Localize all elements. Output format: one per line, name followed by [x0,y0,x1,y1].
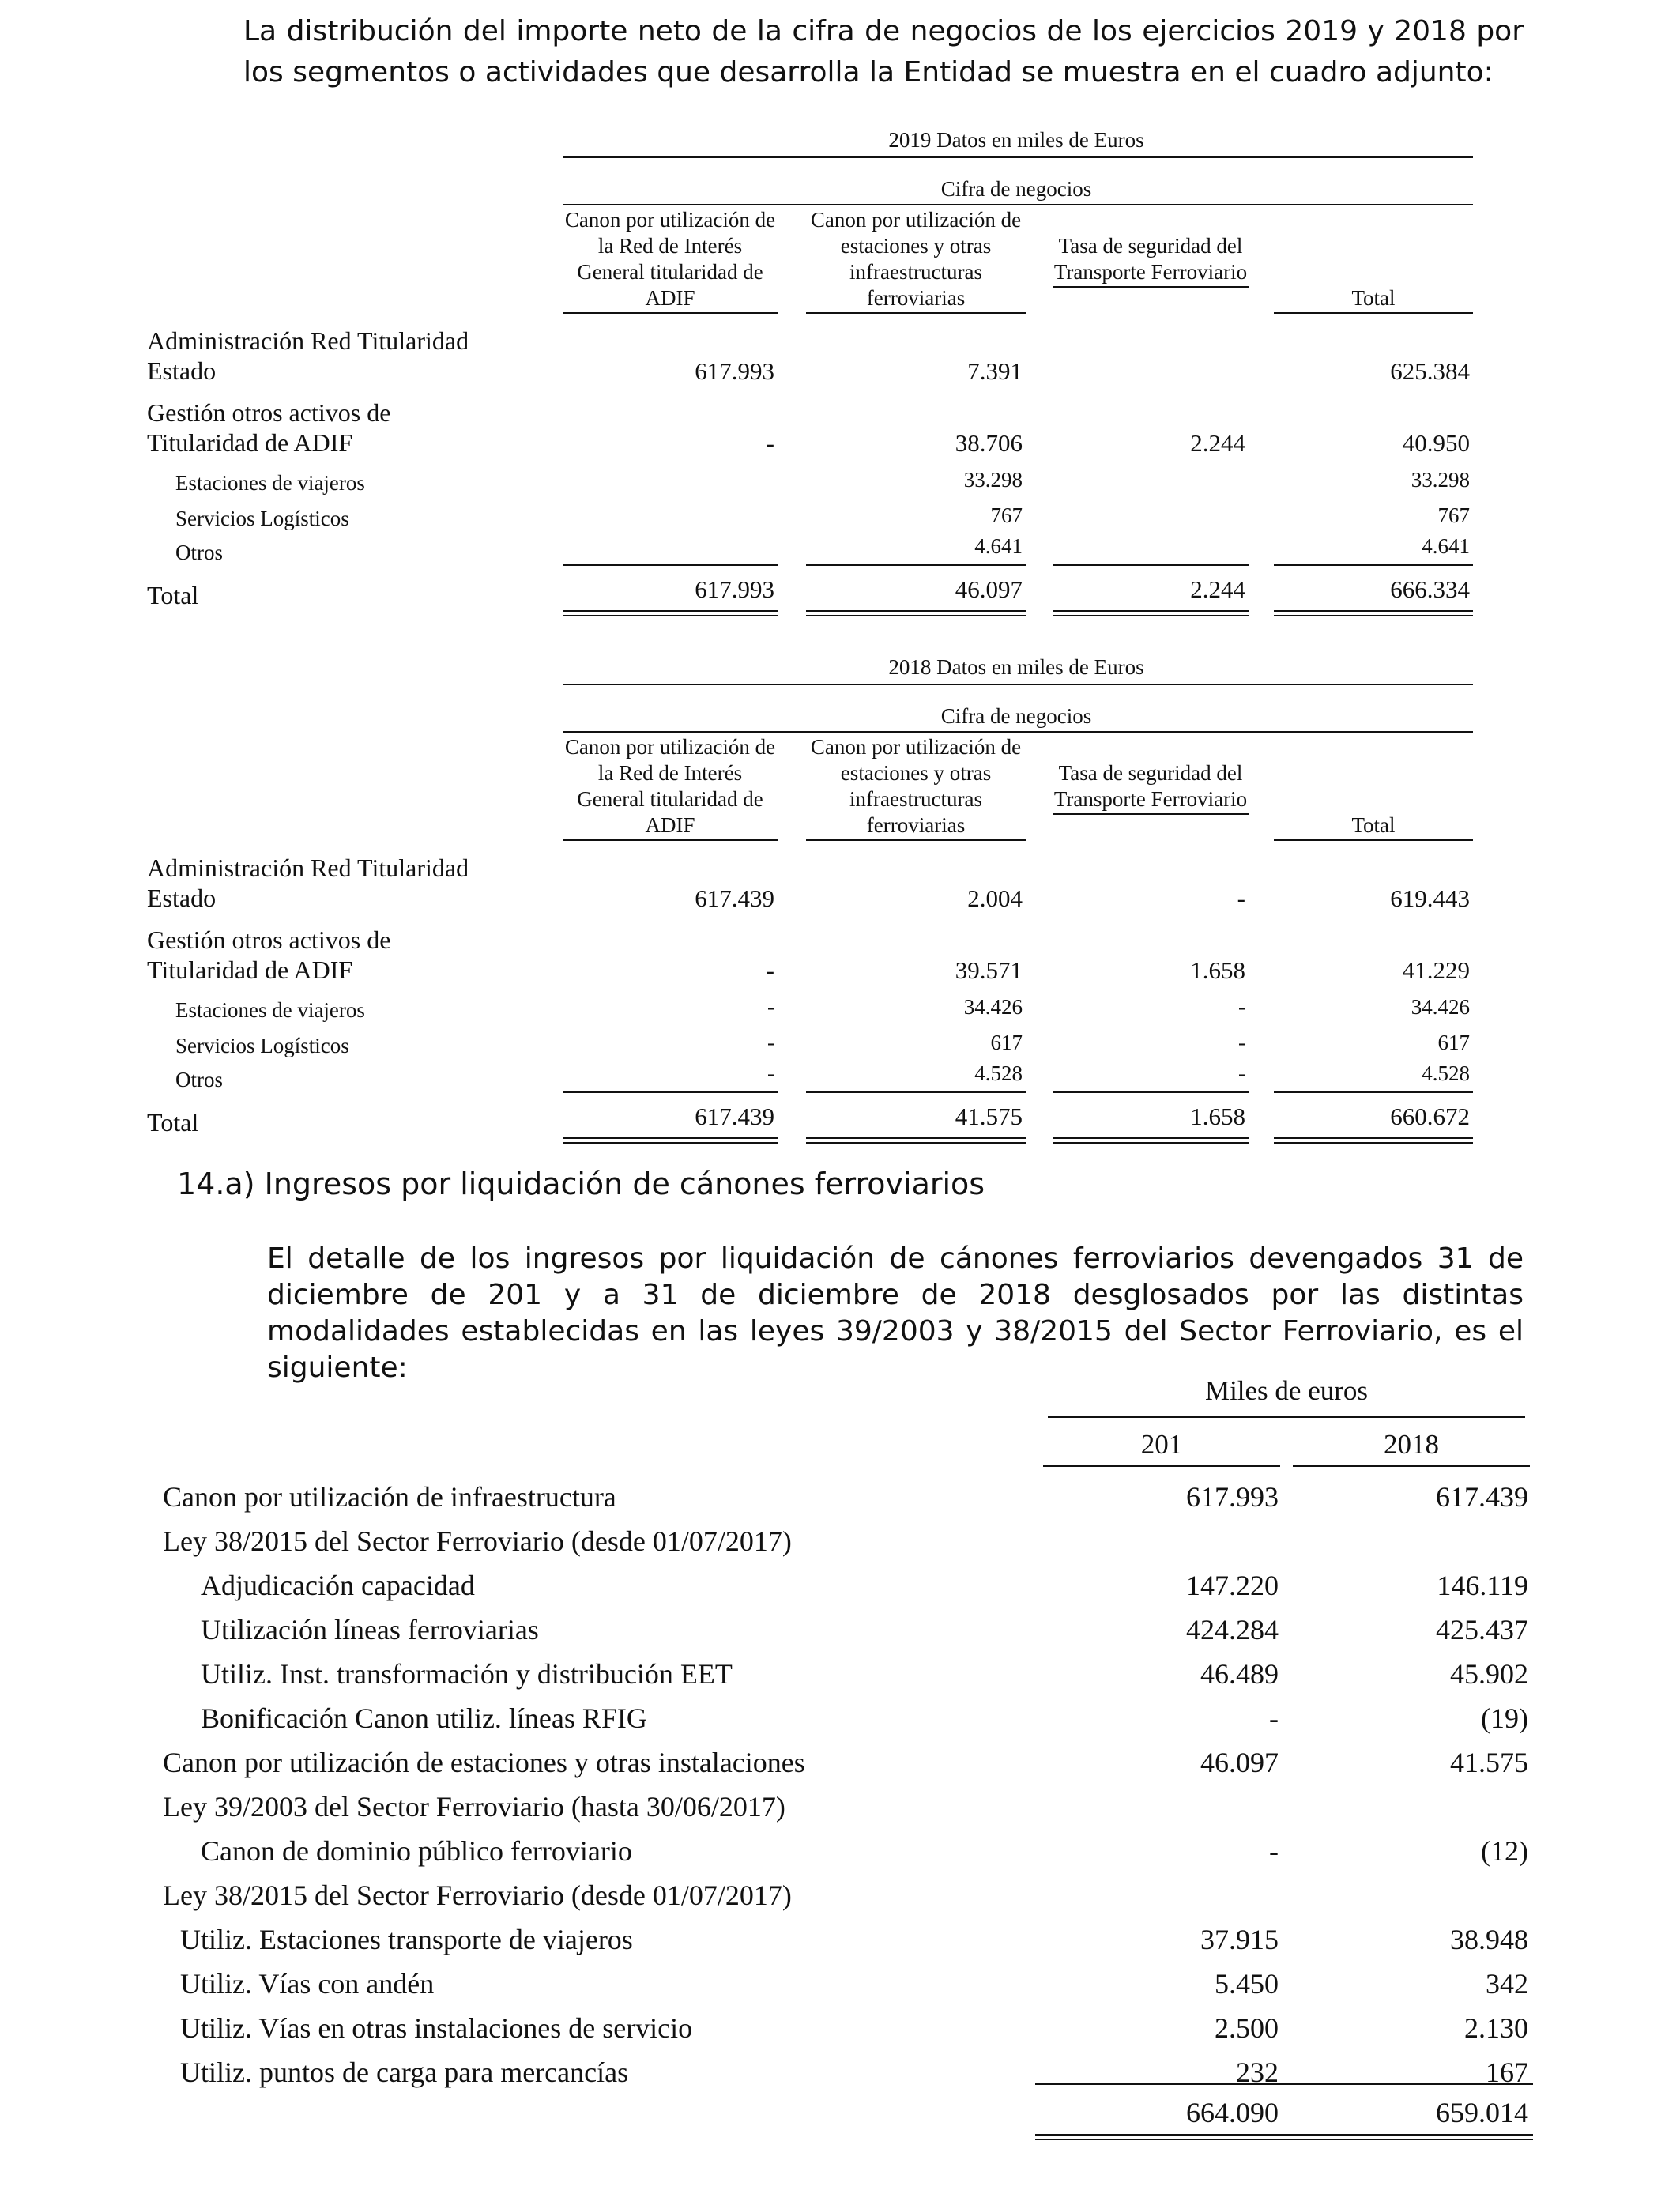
cell: - [1238,995,1245,1019]
cell: 619.443 [1390,884,1470,912]
total-cell: 659.014 [1436,2097,1528,2128]
row-label: Utiliz. Inst. transformación y distribución EET [201,1658,733,1690]
cell: - [766,956,774,984]
cell: 4.528 [974,1061,1023,1085]
row-label: Bonificación Canon utiliz. líneas RFIG [201,1702,647,1734]
cell: 4.641 [974,534,1023,558]
cell: 167 [1486,2056,1528,2088]
cell: 41.575 [1450,1747,1528,1778]
total-cell: 664.090 [1186,2097,1279,2128]
row-label: Utilización líneas ferroviarias [201,1614,539,1646]
cell: 147.220 [1186,1570,1279,1601]
column-header: Total [1274,285,1473,314]
cell: 4.528 [1422,1061,1470,1085]
cell: 7.391 [967,357,1023,385]
column-header: Canon por utilización de estaciones y otras infraestructuras ferroviarias [806,207,1026,314]
cell: 2.500 [1215,2012,1279,2044]
total-cell: 660.672 [1390,1103,1470,1130]
cell: - [1237,884,1245,912]
total-cell: 617.439 [695,1103,774,1130]
cell: 37.915 [1200,1924,1279,1955]
year-header: 2018 [1293,1429,1530,1467]
row-label: Utiliz. Estaciones transporte de viajeros [180,1924,633,1955]
segment-table-2019 [0,119,1680,640]
group-caption: Cifra de negocios [940,177,1092,201]
group-caption: Cifra de negocios [940,704,1092,728]
cell: 46.489 [1200,1658,1279,1690]
cell: 617.439 [1436,1481,1528,1513]
row-label: Ley 38/2015 del Sector Ferroviario (desde 01/07/2017) [163,1879,792,1911]
cell: 617.993 [695,357,774,385]
cell: 617 [990,1031,1023,1054]
row-label: Estaciones de viajeros [175,471,365,495]
cell: 38.948 [1450,1924,1528,1955]
cell: 40.950 [1402,429,1470,457]
cell: 625.384 [1390,357,1470,385]
cell: 46.097 [1200,1747,1279,1778]
cell: 39.571 [955,956,1023,984]
row-label: Utiliz. Vías en otras instalaciones de servicio [180,2012,693,2044]
column-header: Total [1274,812,1473,841]
column-header: Tasa de seguridad del Transporte Ferroviario [1053,760,1249,815]
total-cell: 1.658 [1190,1103,1245,1130]
cell: 767 [1437,503,1470,527]
cell: 5.450 [1215,1968,1279,2000]
column-header: Tasa de seguridad del Transporte Ferroviario [1053,233,1249,288]
total-cell: 2.244 [1190,575,1245,603]
cell: 1.658 [1190,956,1245,984]
cell: 425.437 [1436,1614,1528,1646]
row-label: Canon de dominio público ferroviario [201,1835,632,1867]
total-cell: 46.097 [955,575,1023,603]
cell: 767 [990,503,1023,527]
cell: (12) [1481,1835,1528,1867]
column-header: Canon por utilización de estaciones y otras infraestructuras ferroviarias [806,734,1026,841]
cell: 34.426 [963,995,1023,1019]
cell: - [1269,1835,1279,1867]
cell: 4.641 [1422,534,1470,558]
column-header: Canon por utilización de la Red de Interés General titularidad de ADIF [563,734,778,841]
cell: 424.284 [1186,1614,1279,1646]
cell: - [1238,1061,1245,1085]
row-label: Ley 38/2015 del Sector Ferroviario (desde 01/07/2017) [163,1525,792,1557]
cell: 617.439 [695,884,774,912]
intro-paragraph: La distribución del importe neto de la cifra de negocios de los ejercicios 2019 y 2018 por los segmentos o actividades que desarrolla la Entidad se muestra en el cuadro adjunto: [243,15,1524,89]
row-label: Canon por utilización de estaciones y otras instalaciones [163,1747,805,1778]
total-label: Total [147,581,199,609]
row-label: Adjudicación capacidad [201,1570,475,1601]
section-heading: 14.a) Ingresos por liquidación de cánones ferroviarios [177,1167,985,1201]
cell: - [767,1031,774,1054]
row-label: Ley 39/2003 del Sector Ferroviario (hasta 30/06/2017) [163,1791,785,1823]
section-paragraph: El detalle de los ingresos por liquidación de cánones ferroviarios devengados 31 de diciembre de 201 y a 31 de diciembre de 2018 desglosados por las distintas modalidades establecidas en las leyes 39/2003 y 38/2015 del Sector Ferroviario, es el siguiente: [267,1242,1524,1384]
cell: 33.298 [1411,468,1470,492]
row-label: Estaciones de viajeros [175,998,365,1022]
row-label: Otros [175,541,223,564]
cell: (19) [1481,1702,1528,1734]
cell: - [1238,1031,1245,1054]
row-label: Utiliz. puntos de carga para mercancías [180,2056,629,2088]
row-label: Gestión otros activos de Titularidad de ADIF [147,925,391,984]
canon-income-table [0,1375,1680,2189]
table-caption: 2019 Datos en miles de Euros [888,128,1144,152]
cell: 33.298 [963,468,1023,492]
cell: 146.119 [1437,1570,1528,1601]
cell: - [1269,1702,1279,1734]
table-caption: 2018 Datos en miles de Euros [888,655,1144,679]
cell: 617 [1437,1031,1470,1054]
row-label: Gestión otros activos de Titularidad de ADIF [147,398,391,457]
cell: 617.993 [1186,1481,1279,1513]
total-cell: 617.993 [695,575,774,603]
segment-table-2018 [0,646,1680,1167]
cell: 34.426 [1411,995,1470,1019]
row-label: Administración Red Titularidad Estado [147,326,469,385]
row-label: Servicios Logísticos [175,507,349,530]
cell: - [766,429,774,457]
total-cell: 41.575 [955,1103,1023,1130]
cell: 38.706 [955,429,1023,457]
cell: 2.130 [1464,2012,1528,2044]
column-header: Canon por utilización de la Red de Interés General titularidad de ADIF [563,207,778,314]
row-label: Utiliz. Vías con andén [180,1968,435,2000]
unit-caption: Miles de euros [1204,1375,1369,1406]
total-cell: 666.334 [1390,575,1470,603]
row-label: Servicios Logísticos [175,1034,349,1057]
cell: 2.004 [967,884,1023,912]
cell: 342 [1486,1968,1528,2000]
row-label: Administración Red Titularidad Estado [147,854,469,912]
row-label: Canon por utilización de infraestructura [163,1481,616,1513]
cell: - [767,1061,774,1085]
cell: - [767,995,774,1019]
cell: 45.902 [1450,1658,1528,1690]
cell: 2.244 [1190,429,1245,457]
row-label: Otros [175,1068,223,1091]
year-header: 201 [1043,1429,1280,1467]
cell: 41.229 [1402,956,1470,984]
total-label: Total [147,1108,199,1137]
cell: 232 [1236,2056,1279,2088]
